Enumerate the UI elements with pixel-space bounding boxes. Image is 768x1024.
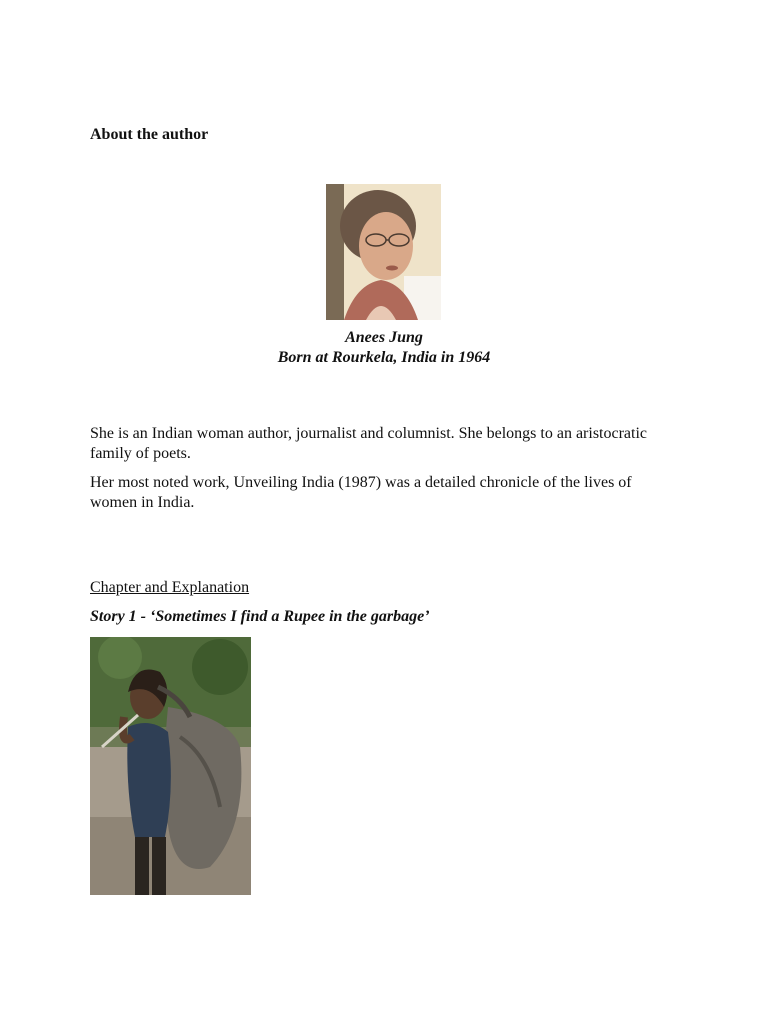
chapter-explanation-heading: Chapter and Explanation	[90, 579, 250, 596]
story-1-title: Story 1 - ‘Sometimes I find a Rupee in the garbage’	[90, 608, 430, 625]
bio-paragraph-2: Her most noted work, Unveiling India (1987) was a detailed chronicle of the lives of women in India.	[90, 474, 632, 511]
ragpicker-child-image	[90, 637, 251, 895]
author-name-caption: Anees Jung	[345, 329, 423, 346]
bio-paragraph-1: She is an Indian woman author, journalist and columnist. She belongs to an aristocratic family of poets.	[90, 425, 648, 462]
about-author-heading: About the author	[90, 126, 209, 143]
author-birth-caption: Born at Rourkela, India in 1964	[277, 349, 491, 366]
author-portrait-image	[326, 184, 441, 320]
